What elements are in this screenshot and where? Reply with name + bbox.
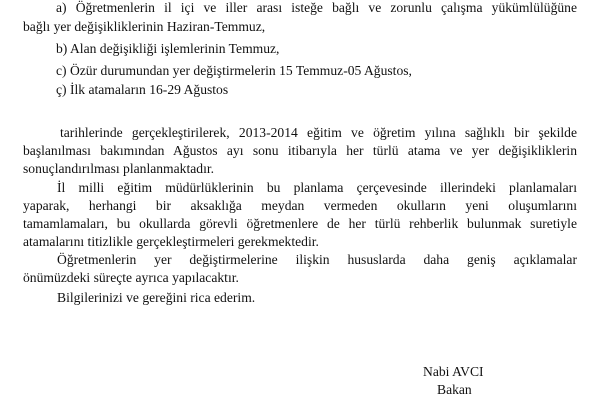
paragraph-2-line-1: İl milli eğitim müdürlüklerinin bu planlama çerçevesinde illerindeki planlamaları (57, 180, 577, 195)
list-item-c: c) Özür durumundan yer değiştirmelerin 15 Temmuz-05 Ağustos, (56, 63, 412, 78)
paragraph-2-line-4: atamalarını titizlikle gerçekleştirmeleri gerekmektedir. (23, 234, 319, 249)
signatory-name: Nabi AVCI (423, 364, 484, 379)
paragraph-2-line-2: yaparak, herhangi bir aksaklığa meydan vermeden okulların yeni oluşumlarını (23, 198, 577, 213)
paragraph-3-line-1: Öğretmenlerin yer değiştirmelerine ilişkin hususlarda daha geniş açıklamalar (57, 252, 577, 267)
paragraph-3-line-2: önümüzdeki süreçte ayrıca yapılacaktır. (23, 270, 239, 285)
paragraph-1-line-1: tarihlerinde gerçekleştirilerek, 2013-2014 eğitim ve öğretim yılına sağlıklı bir şekilde (60, 125, 577, 140)
list-item-cc: ç) İlk atamaların 16-29 Ağustos (56, 82, 229, 97)
list-item-b: b) Alan değişikliği işlemlerinin Temmuz, (56, 41, 280, 56)
closing-sentence: Bilgilerinizi ve gereğini rica ederim. (57, 290, 256, 305)
paragraph-1-line-2: başlanılması bakımından Ağustos ayı sonu itibarıyla her türlü atama ve yer değişikliklerin (23, 143, 577, 158)
paragraph-1-line-3: sonuçlandırılması planlanmaktadır. (23, 161, 215, 176)
paragraph-2-line-3: tamamlamaları, bu okullarda görevli öğretmenlere de her türlü rehberlik bulunmak suretiyle (23, 216, 577, 231)
list-item-a-line-1: a) Öğretmenlerin il içi ve iller arası isteğe bağlı ve zorunlu çalışma yükümlülüğüne (56, 0, 577, 15)
list-item-a-line-2: bağlı yer değişikliklerinin Haziran-Temmuz, (23, 19, 266, 34)
signatory-title: Bakan (437, 382, 472, 397)
